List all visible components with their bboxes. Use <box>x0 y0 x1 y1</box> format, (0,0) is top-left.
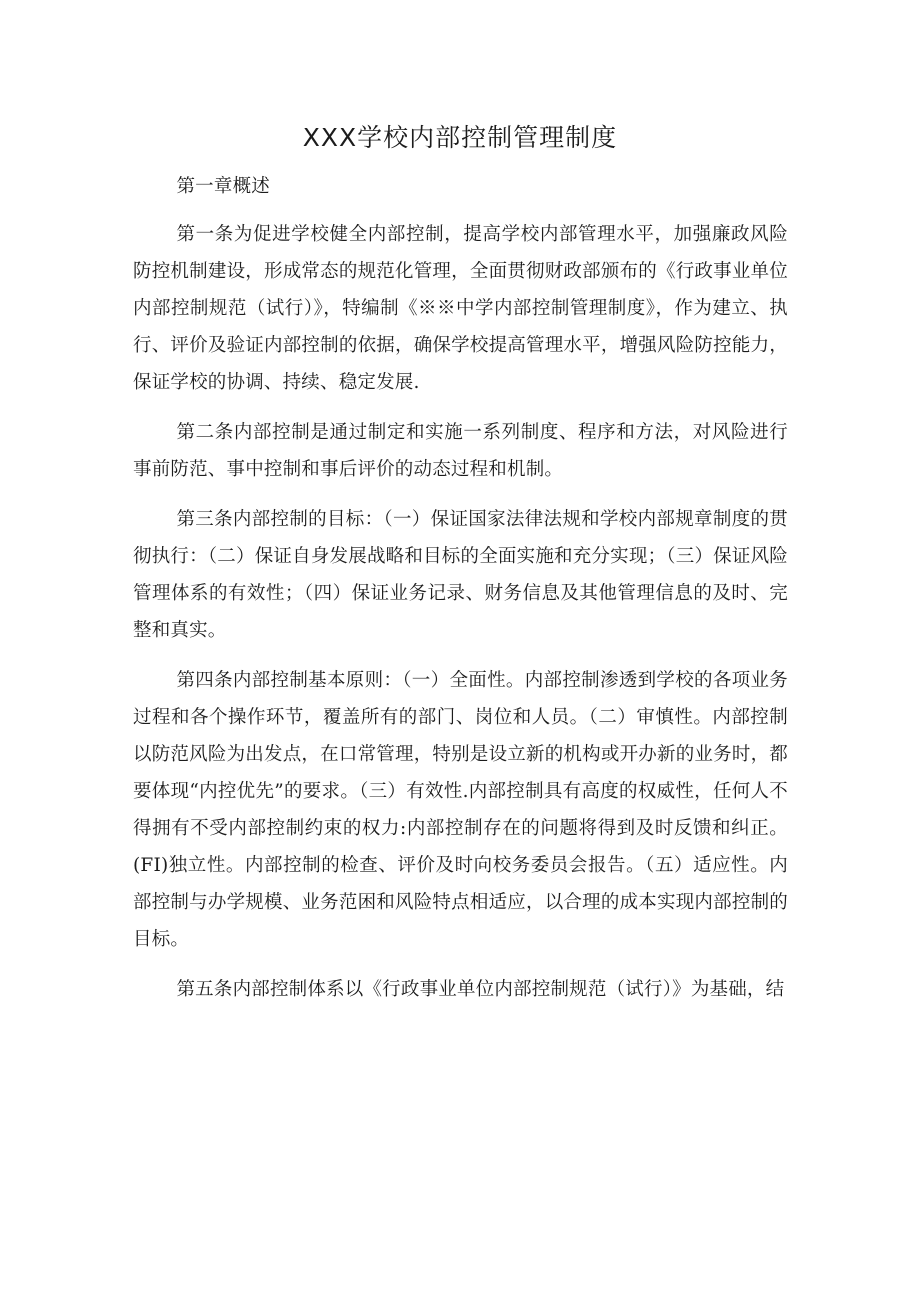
document-body <box>133 168 788 1021</box>
article-5: 第五条内部控制体系以《行政事业单位内部控制规范（试行）》为基础，结 <box>176 979 785 1000</box>
article-1: 第一条为促进学校健全内部控制，提高学校内部管理水平，加强廉政风险防控机制建设，形成常态的规范化管理，全面贯彻财政部颁布的《行政事业单位内部控制规范（试行）》，特编制《※※中学内部控制管理制度》，作为建立、执行、评价及验证内部控制的依据，确保学校提高管理水平，增强风险防控能力，保证学校的协调、持续、稳定发展. <box>133 224 788 393</box>
article-4: 第四条内部控制基本原则：（一）全面性。内部控制渗透到学校的各项业务过程和各个操作环节，覆盖所有的部门、岗位和人员。（二）审慎性。内部控制以防范风险为出发点，在口常管理，特别是设立新的机构或开办新的业务时，都要体现“内控优先”的要求。（三）有效性.内部控制具有高度的权威性，任何人不得拥有不受内部控制约束的权力:内部控制存在的问题将得到及时反馈和纠正。(FI)独立性。内部控制的检查、评价及时向校务委员会报告。（五）适应性。内部控制与办学规模、业务范困和风险特点相适应，以合理的成本实现内部控制的目标。 <box>133 670 788 950</box>
document-title: XXX学校内部控制管理制度 <box>302 123 618 152</box>
chapter-heading: 第一章概述 <box>176 176 270 197</box>
article-2: 第二条内部控制是通过制定和实施一系列制度、程序和方法，对风险进行事前防范、事中控制和事后评价的动态过程和机制。 <box>133 422 788 480</box>
article-3: 第三条内部控制的目标：（一）保证国家法律法规和学校内部规章制度的贯彻执行：（二）保证自身发展战略和目标的全面实施和充分实现；（三）保证风险管理体系的有效性；（四）保证业务记录、财务信息及其他管理信息的及时、完整和真实。 <box>133 509 788 641</box>
